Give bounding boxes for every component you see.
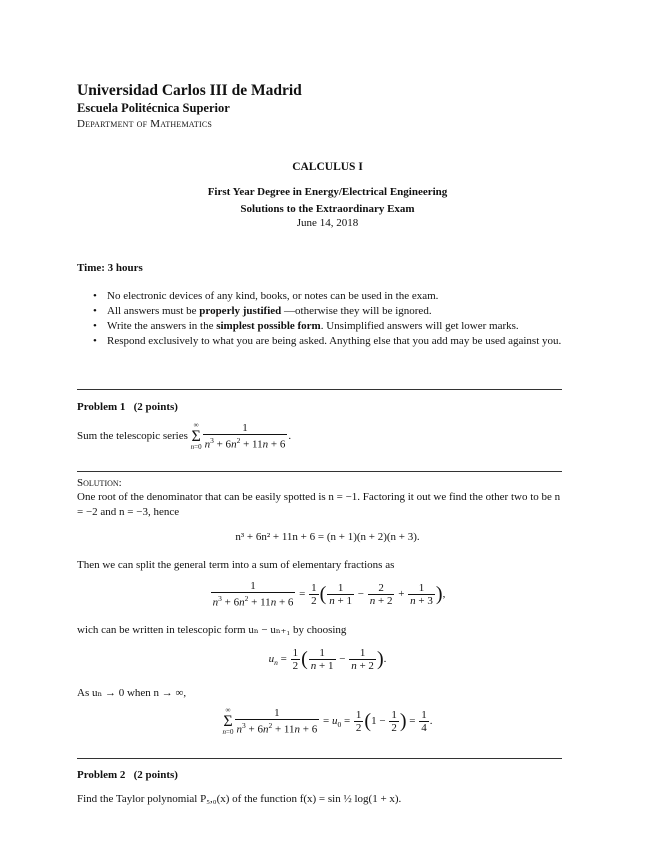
- rule-item: • All answers must be properly justified —otherwise they will be ignored.: [93, 304, 568, 319]
- series-sum-symbol: ∞ Σ n=0: [190, 421, 202, 451]
- series-result-equation: ∞ Σ n=0 $\frac{1}{n^3 + 6n^2 + 11n + 6}$ = $u_0$ = $\frac{1}{2}$ (1 − $\frac{1}{2}$ ) = $\frac{1}{4}$ .: [222, 706, 433, 736]
- university-name: Universidad Carlos III de Madrid: [77, 82, 302, 99]
- degree-title: First Year Degree in Energy/Electrical Engineering: [207, 186, 448, 198]
- exam-subtitle: Solutions to the Extraordinary Exam: [240, 203, 415, 215]
- rule-item: • No electronic devices of any kind, books, or notes can be used in the exam.: [93, 289, 568, 304]
- section-divider: [77, 471, 562, 472]
- rule-emphasis: simplest possible form: [216, 320, 321, 332]
- section-divider: [77, 389, 562, 390]
- problem-1-label: Problem 1: [77, 401, 126, 413]
- problem-1-statement: Sum the telescopic series ∞ Σ n=0 $\frac{1}{n^3 + 6n^2 + 11n + 6}$ .: [77, 421, 292, 451]
- solution-text-2: Then we can split the general term into a sum of elementary fractions as: [77, 559, 395, 571]
- department-name: Department of Mathematics: [77, 118, 213, 130]
- course-title: CALCULUS I: [292, 161, 363, 173]
- rule-item: • Write the answers in the simplest possible form. Unsimplified answers will get lower marks.: [93, 319, 568, 334]
- solution-text-1: One root of the denominator that can be easily spotted is n = −1. Factoring it out we find the other two to be n = −2 and n = −3, hence: [77, 491, 561, 518]
- problem-1-points: (2 points): [133, 401, 178, 413]
- problem-2-heading: [77, 769, 178, 781]
- partial-fractions-equation: $\frac{1}{n^3 + 6n^2 + 11n + 6}$ = $\frac{1}{2}$ ( $\frac{1}{n + 1}$ − $\frac{2}{n + 2}$ + $\frac{1}{n + 3}$ ),: [212, 580, 446, 609]
- series-term: $\frac{1}{n^3 + 6n^2 + 11n + 6}$: [204, 422, 286, 451]
- exam-date: June 14, 2018: [296, 217, 359, 229]
- rule-item: • Respond exclusively to what you are being asked. Anything else that you add may be used against you.: [93, 334, 568, 349]
- problem-2-points: (2 points): [133, 769, 178, 781]
- telescopic-term-equation: $u_n$ = $\frac{1}{2}$ ( $\frac{1}{n + 1}$ − $\frac{1}{n + 2}$ ).: [268, 647, 387, 672]
- rule-emphasis: properly justified: [199, 305, 282, 317]
- solution-text-3: wich can be written in telescopic form uₙ − uₙ₊₁ by choosing: [77, 624, 347, 636]
- school-name: Escuela Politécnica Superior: [77, 101, 230, 115]
- exam-rules: [93, 289, 568, 349]
- solution-text-4: As uₙ → 0 when n → ∞,: [77, 687, 187, 699]
- problem-2-statement: Find the Taylor polynomial P₅,₀(x) of the function f(x) = sin ½ log(1 + x).: [77, 793, 402, 805]
- time-allowed: Time: 3 hours: [77, 262, 143, 274]
- factorization-equation: n³ + 6n² + 11n + 6 = (n + 1)(n + 2)(n + 3).: [235, 531, 420, 543]
- section-divider: [77, 758, 562, 759]
- problem-1-statement-text: Sum the telescopic series: [77, 430, 188, 443]
- solution-label: Solution:: [77, 477, 122, 489]
- problem-2-label: Problem 2: [77, 769, 126, 781]
- problem-1-heading: [77, 401, 178, 413]
